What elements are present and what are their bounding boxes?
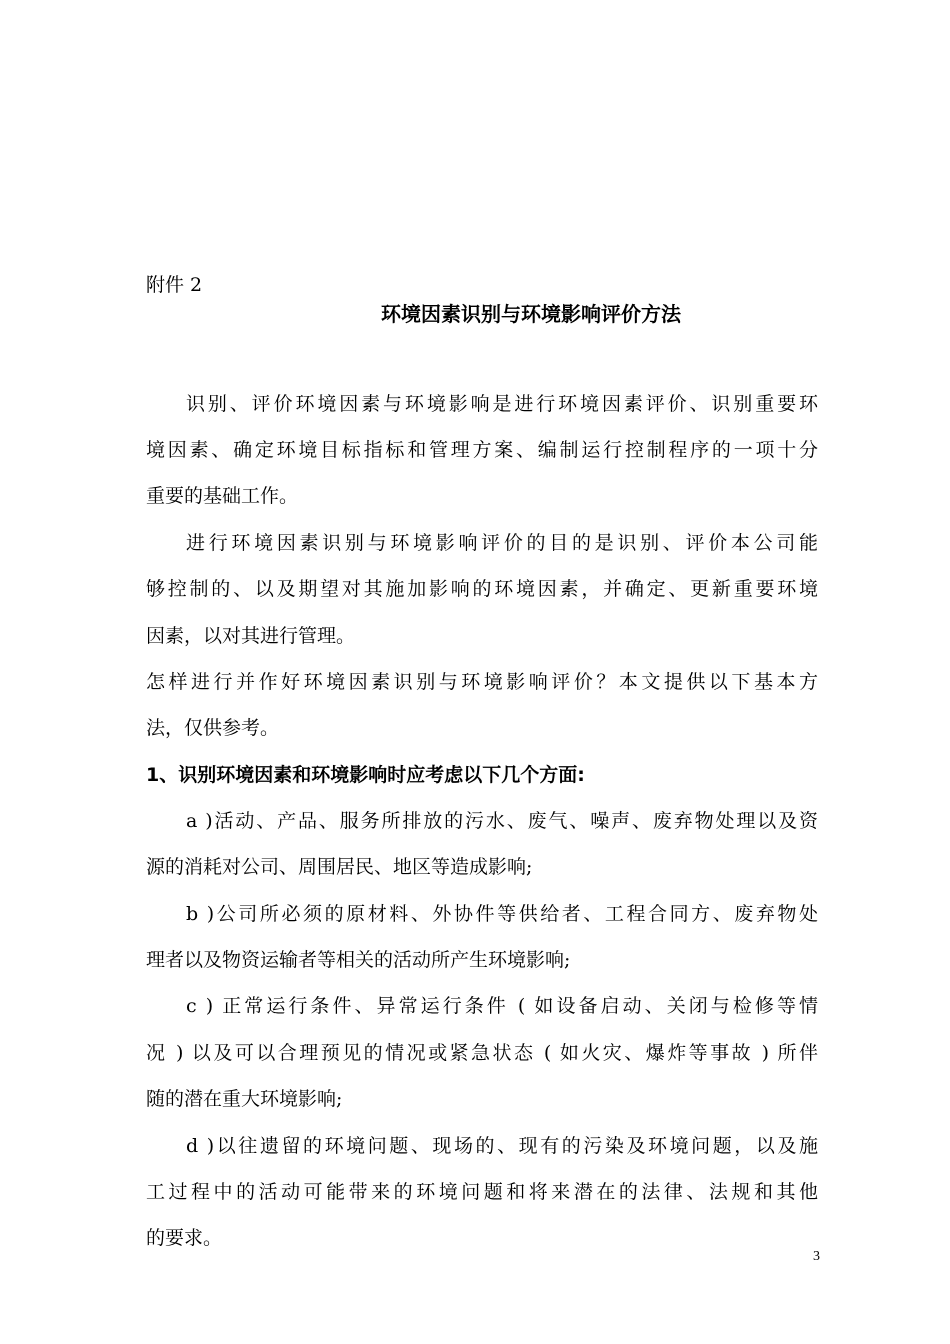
list-item-c-line: 随的潜在重大环境影响; [146, 1088, 343, 1110]
list-item-b-line: b )公司所必须的原材料、外协件等供给者、工程合同方、废弃物处 [186, 903, 818, 925]
paragraph-line: 进行环境因素识别与环境影响评价的目的是识别、评价本公司能 [186, 532, 818, 554]
paragraph-line: 因素，以对其进行管理。 [146, 625, 356, 647]
paragraph-line: 重要的基础工作。 [146, 485, 299, 507]
list-item-b-line: 理者以及物资运输者等相关的活动所产生环境影响; [146, 949, 571, 971]
page-number: 3 [813, 1249, 820, 1264]
paragraph-line: 够控制的、以及期望对其施加影响的环境因素，并确定、更新重要环境 [146, 578, 818, 600]
list-item-a-line: 源的消耗对公司、周围居民、地区等造成影响; [146, 856, 533, 878]
list-item-d-line: 工过程中的活动可能带来的环境问题和将来潜在的法律、法规和其他 [146, 1181, 818, 1203]
attachment-label: 附件 2 [146, 274, 203, 296]
paragraph-line: 识别、评价环境因素与环境影响是进行环境因素评价、识别重要环 [186, 393, 818, 415]
list-item-a-line: a )活动、产品、服务所排放的污水、废气、噪声、废弃物处理以及资 [186, 810, 818, 832]
list-item-c-line: 况 ) 以及可以合理预见的情况或紧急状态 ( 如火灾、爆炸等事故 ) 所伴 [146, 1042, 818, 1064]
list-item-d-line: d )以往遗留的环境问题、现场的、现有的污染及环境问题，以及施 [186, 1135, 818, 1157]
paragraph-line: 境因素、确定环境目标指标和管理方案、编制运行控制程序的一项十分 [146, 439, 818, 461]
paragraph-line: 法，仅供参考。 [146, 717, 280, 739]
section-heading: 1、识别环境因素和环境影响时应考虑以下几个方面: [146, 764, 585, 786]
paragraph-line: 怎样进行并作好环境因素识别与环境影响评价？本文提供以下基本方 [146, 671, 818, 693]
document-title: 环境因素识别与环境影响评价方法 [381, 302, 681, 326]
list-item-c-line: c ) 正常运行条件、异常运行条件 ( 如设备启动、关闭与检修等情 [186, 995, 818, 1017]
list-item-d-line: 的要求。 [146, 1227, 223, 1249]
